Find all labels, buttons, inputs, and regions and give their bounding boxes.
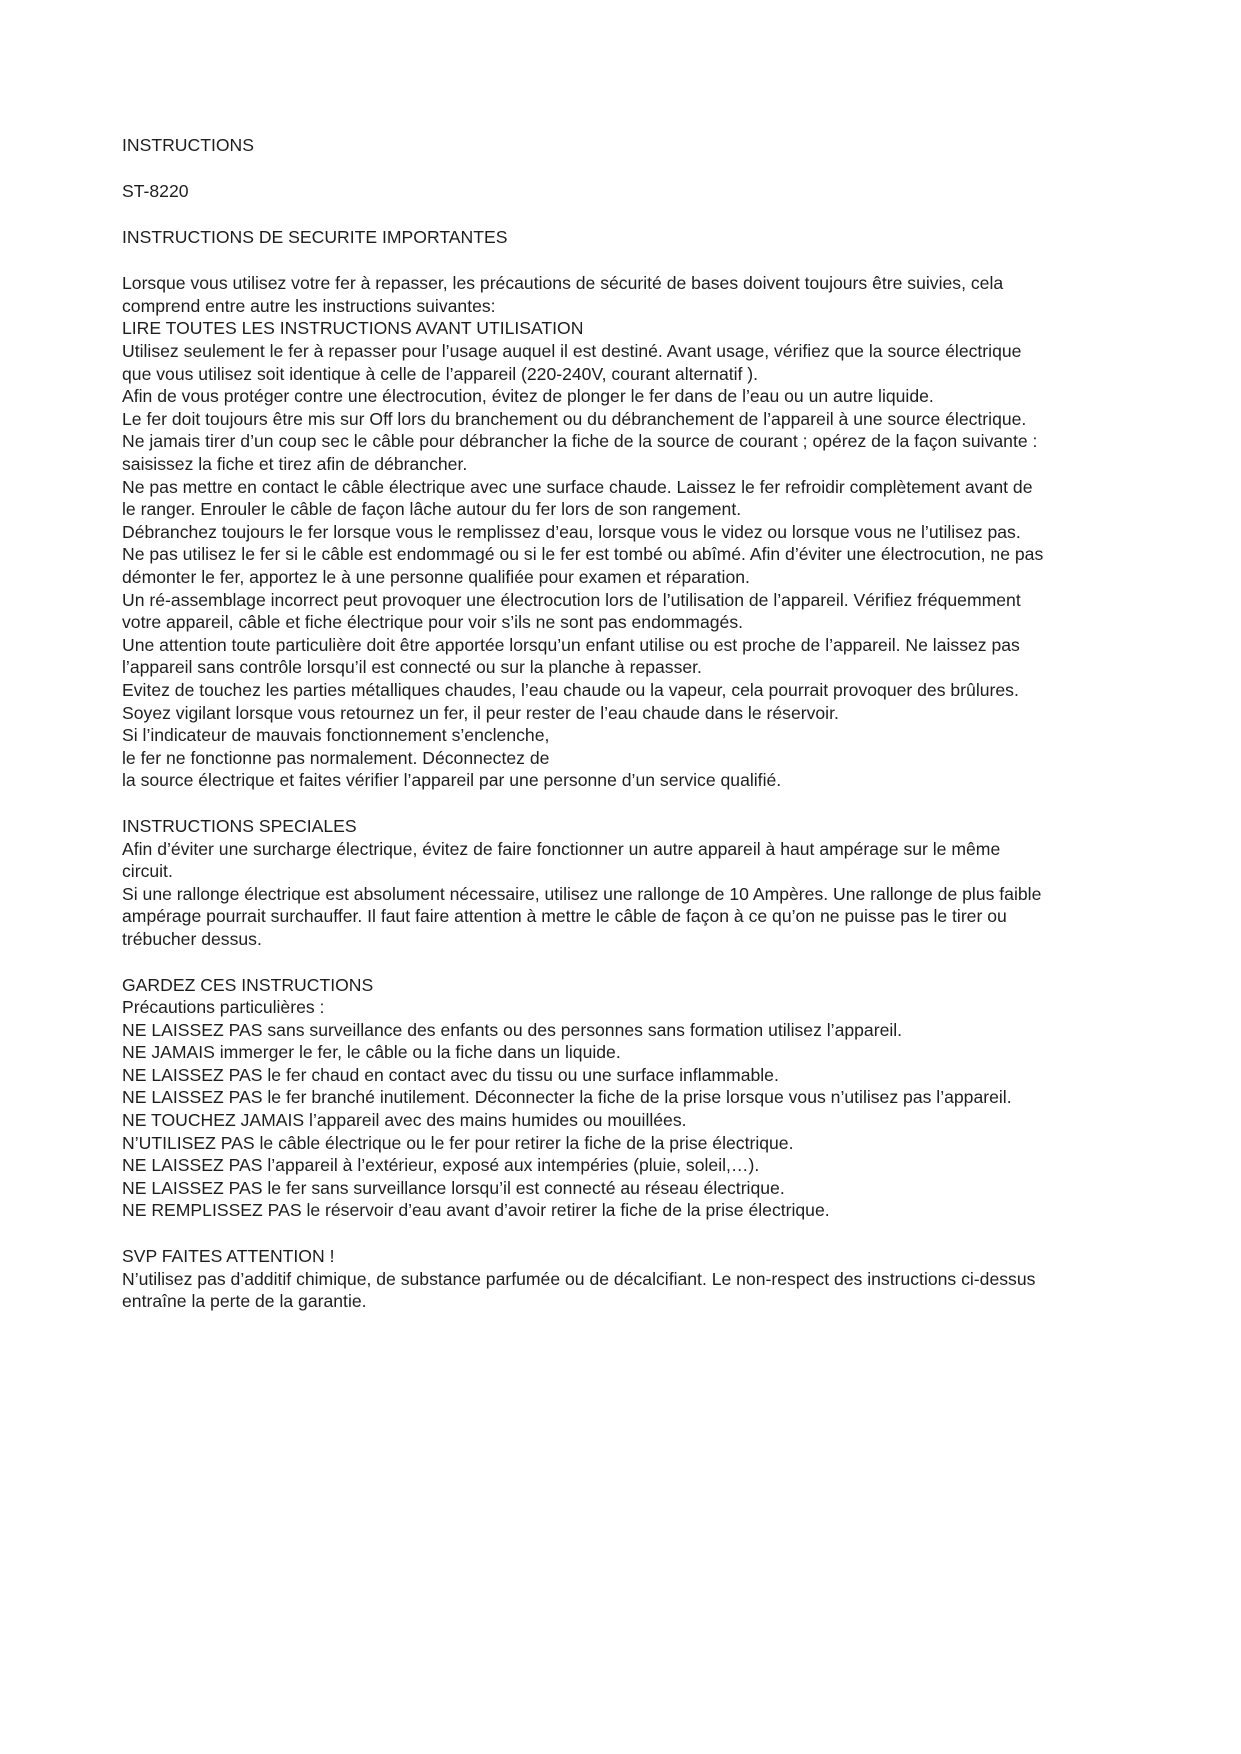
text-line: NE LAISSEZ PAS le fer chaud en contact avec du tissu ou une surface inflammable. [122,1064,779,1085]
text-line: LIRE TOUTES LES INSTRUCTIONS AVANT UTILISATION [122,318,584,339]
text-line: Le fer doit toujours être mis sur Off lors du branchement ou du débranchement de l’appareil à une source électrique. [122,408,1027,429]
special-instructions-section [122,815,1172,951]
text-line: N’UTILISEZ PAS le câble électrique ou le fer pour retirer la fiche de la prise électrique. [122,1132,794,1153]
text-line: NE LAISSEZ PAS le fer sans surveillance lorsqu’il est connecté au réseau électrique. [122,1177,785,1198]
text-line: entraîne la perte de la garantie. [122,1291,367,1312]
keep-instructions-title: GARDEZ CES INSTRUCTIONS [122,974,374,995]
text-line: votre appareil, câble et fiche électrique pour voir s’ils ne sont pas endommagés. [122,612,744,633]
text-line: Soyez vigilant lorsque vous retournez un fer, il peur rester de l’eau chaude dans le réservoir. [122,702,839,723]
text-line: l’appareil sans contrôle lorsqu’il est connecté ou sur la planche à repasser. [122,657,702,678]
text-line: NE LAISSEZ PAS le fer branché inutilement. Déconnecter la fiche de la prise lorsque vous n’utilisez pas l’appareil. [122,1087,1012,1108]
text-line: la source électrique et faites vérifier l’appareil par une personne d’un service qualifié. [122,770,782,791]
text-line: Si l’indicateur de mauvais fonctionnement s’enclenche, [122,725,550,746]
text-line: circuit. [122,861,173,882]
text-line: Evitez de touchez les parties métalliques chaudes, l’eau chaude ou la vapeur, cela pourrait provoquer des brûlures. [122,679,1019,700]
text-line: Si une rallonge électrique est absolument nécessaire, utilisez une rallonge de 10 Ampères. Une rallonge de plus faible [122,883,1042,904]
model-number: ST-8220 [122,181,189,202]
text-line: Ne jamais tirer d’un coup sec le câble pour débrancher la fiche de la source de courant ; opérez de la façon suivante : [122,431,1038,452]
document-title: INSTRUCTIONS [122,135,254,155]
text-line: trébucher dessus. [122,928,262,949]
text-line: ampérage pourrait surchauffer. Il faut faire attention à mettre le câble de façon à ce qu’on ne puisse pas le tirer ou [122,906,1007,927]
safety-paragraph [122,272,1172,792]
text-line: Une attention toute particulière doit être apportée lorsqu’un enfant utilise ou est proche de l’appareil. Ne laissez pas [122,634,1020,655]
text-line: que vous utilisez soit identique à celle de l’appareil (220-240V, courant alternatif ). [122,363,759,384]
attention-section [122,1245,1172,1313]
keep-instructions-section [122,974,1172,1223]
text-line: démonter le fer, apportez le à une personne qualifiée pour examen et réparation. [122,567,750,587]
text-line: le ranger. Enrouler le câble de façon lâche autour du fer lors de son rangement. [122,499,742,520]
text-line: Lorsque vous utilisez votre fer à repasser, les précautions de sécurité de bases doivent toujours être suivies, cela [122,273,1004,294]
text-line: NE LAISSEZ PAS sans surveillance des enfants ou des personnes sans formation utilisez l’appareil. [122,1019,903,1040]
text-line: NE JAMAIS immerger le fer, le câble ou la fiche dans un liquide. [122,1042,621,1063]
text-line: Ne pas utilisez le fer si le câble est endommagé ou si le fer est tombé ou abîmé. Afin d’éviter une électrocution, ne pas [122,544,1044,565]
text-line: Précautions particulières : [122,997,325,1018]
text-line: Ne pas mettre en contact le câble électrique avec une surface chaude. Laissez le fer refroidir complètement avant de [122,476,1033,497]
text-line: NE REMPLISSEZ PAS le réservoir d’eau avant d’avoir retirer la fiche de la prise électrique. [122,1200,830,1221]
text-line: le fer ne fonctionne pas normalement. Déconnectez de [122,747,550,768]
text-line: Un ré-assemblage incorrect peut provoquer une électrocution lors de l’utilisation de l’appareil. Vérifiez fréquemment [122,589,1021,610]
text-line: NE TOUCHEZ JAMAIS l’appareil avec des mains humides ou mouillées. [122,1110,687,1131]
text-line: Débranchez toujours le fer lorsque vous le remplissez d’eau, lorsque vous le videz ou lorsque vous ne l’utilisez pas. [122,521,1021,542]
text-line: NE LAISSEZ PAS l’appareil à l’extérieur, exposé aux intempéries (pluie, soleil,…). [122,1155,760,1176]
text-line: N’utilisez pas d’additif chimique, de substance parfumée ou de décalcifiant. Le non-respect des instructions ci-dessus [122,1268,1036,1289]
document-page [122,134,1172,1313]
text-line: Utilisez seulement le fer à repasser pour l’usage auquel il est destiné. Avant usage, vérifiez que la source électrique [122,341,1022,362]
safety-section-title: INSTRUCTIONS DE SECURITE IMPORTANTES [122,227,508,248]
attention-title: SVP FAITES ATTENTION ! [122,1246,335,1267]
text-line: Afin d’éviter une surcharge électrique, évitez de faire fonctionner un autre appareil à haut ampérage sur le même [122,838,1001,859]
special-instructions-title: INSTRUCTIONS SPECIALES [122,815,357,836]
text-line: saisissez la fiche et tirez afin de débrancher. [122,454,468,475]
text-line: comprend entre autre les instructions suivantes: [122,295,496,316]
text-line: Afin de vous protéger contre une électrocution, évitez de plonger le fer dans de l’eau ou un autre liquide. [122,386,934,407]
